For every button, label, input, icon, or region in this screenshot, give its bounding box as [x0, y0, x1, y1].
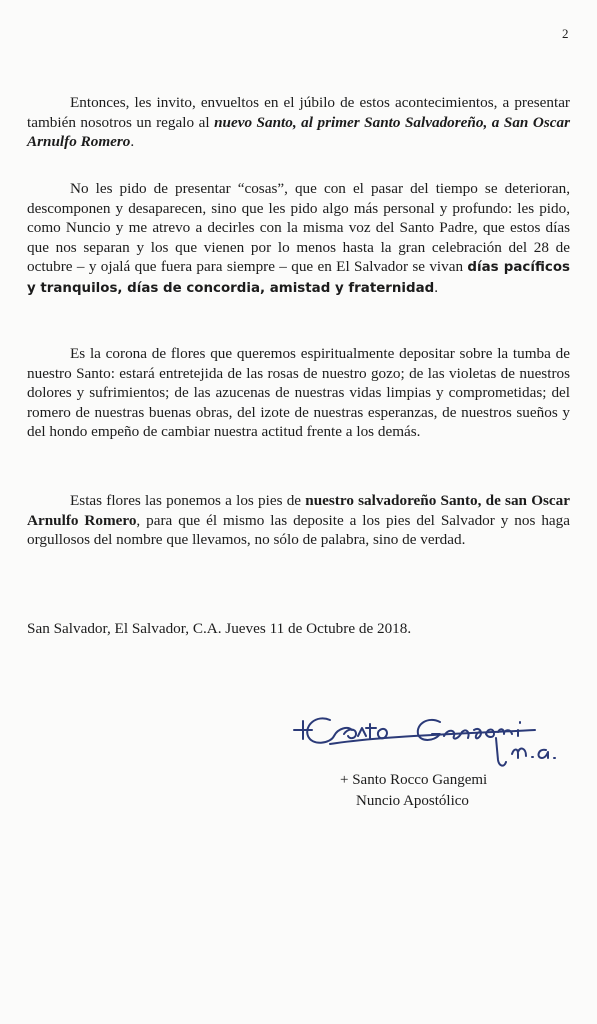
page-number: 2: [562, 26, 569, 41]
p2-text: No les pido de presentar “cosas”, que con el pasar del tiempo se deterioran, descomponen y desaparecen, sino que les pido algo más personal y profundo: les pido, como Nuncio y me atrevo a decirles con la misma voz del Santo Padre, que estos días que nos separan y los que vienen por lo menos hasta la gran celebración del 28 de octubre – y ojalá que fuera para siempre – que en El Salvador se vivan: [27, 180, 570, 276]
p2-emphasis: días pacíficos y tranquilos, días de concordia, amistad y fraternidad: [27, 260, 570, 296]
signature-graphic: [290, 708, 560, 778]
paragraph-4: [27, 491, 570, 550]
paragraph-2: [27, 179, 570, 299]
paragraph-3: [27, 344, 570, 442]
paragraph-1: [27, 93, 570, 152]
p3-text: Es la corona de flores que queremos espiritualmente depositar sobre la tumba de nuestro Santo: estará entretejida de las rosas de nuestro gozo; de las violetas de nuestros dolores y sufrimientos; de las azucenas de nuestras vidas limpias y comprometidas; del romero de nuestras buenas obras, del izote de nuestras esperanzas, de nuestros sueños y del hondo empeño de cambiar nuestra actitud frente a los demás.: [27, 345, 570, 441]
p1-text: Entonces, les invito, envueltos en el júbilo de estos acontecimientos, a presentar también nosotros un regalo al: [27, 94, 570, 131]
date-line: San Salvador, El Salvador, C.A. Jueves 11 de Octubre de 2018.: [27, 620, 412, 637]
p4-text: Estas flores las ponemos a los pies de: [70, 492, 306, 509]
p4-emphasis: nuestro salvadoreño Santo, de san Oscar Arnulfo Romero: [27, 492, 570, 529]
p4-end: , para que él mismo las deposite a los pies del Salvador y nos haga orgullosos del nombre que llevamos, no sólo de palabra, sino de verdad.: [27, 511, 570, 549]
p1-end: .: [130, 133, 135, 151]
p2-end: .: [434, 278, 439, 296]
signer-name: + Santo Rocco Gangemi: [340, 772, 488, 788]
p1-emphasis: nuevo Santo, al primer Santo Salvadoreño, a San Oscar Arnulfo Romero: [27, 113, 571, 151]
signer-title: Nuncio Apostólico: [356, 793, 469, 809]
